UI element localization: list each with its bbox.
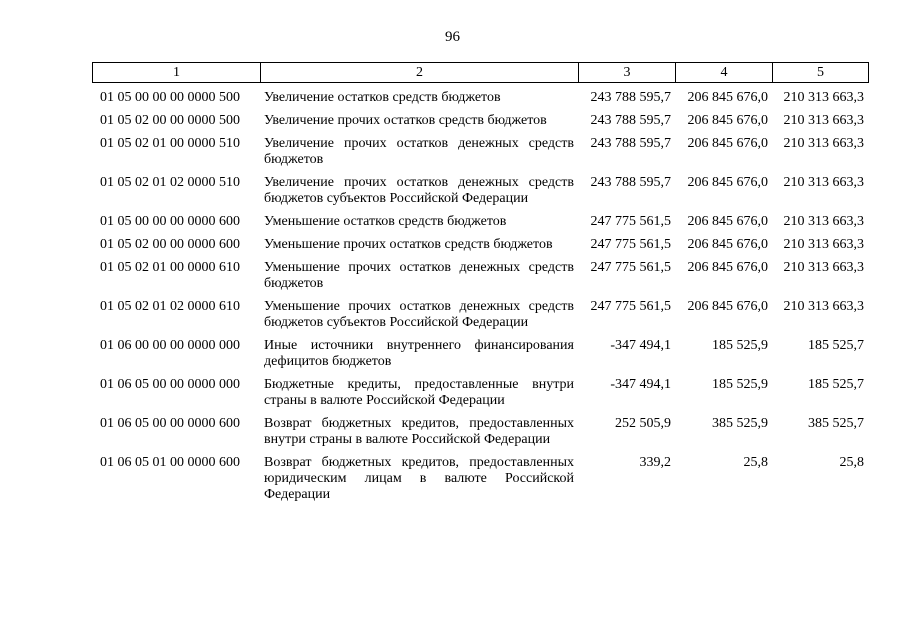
row-value-5: 210 313 663,3 [783, 214, 864, 229]
row-value-5: 210 313 663,3 [783, 237, 864, 252]
row-code: 01 05 02 01 02 0000 510 [100, 175, 240, 190]
row-value-3: 247 775 561,5 [590, 214, 671, 229]
row-value-4: 206 845 676,0 [687, 260, 768, 275]
table-row [92, 136, 868, 168]
table-row [92, 416, 868, 448]
row-value-3: 247 775 561,5 [590, 237, 671, 252]
table-row [92, 214, 868, 230]
row-value-4: 206 845 676,0 [687, 237, 768, 252]
row-code: 01 05 02 01 00 0000 610 [100, 260, 240, 275]
row-value-5: 185 525,7 [808, 377, 864, 392]
table-row [92, 338, 868, 370]
row-name: Уменьшение прочих остатков средств бюджетов [264, 237, 553, 252]
row-value-5: 210 313 663,3 [783, 136, 864, 151]
row-name: Увеличение прочих остатков средств бюджетов [264, 113, 547, 128]
table-row [92, 237, 868, 253]
row-value-5: 210 313 663,3 [783, 260, 864, 275]
header-col-1: 1 [93, 63, 261, 83]
header-col-2: 2 [261, 63, 579, 83]
row-value-5: 185 525,7 [808, 338, 864, 353]
row-name: Возврат бюджетных кредитов, предоставленных внутри страны в валюте Российской Федерации [264, 416, 574, 447]
row-value-4: 206 845 676,0 [687, 299, 768, 314]
table-row [92, 175, 868, 207]
row-name: Возврат бюджетных кредитов, предоставленных юридическим лицам в валюте Российской Федерации [264, 455, 574, 502]
budget-sources-table [92, 90, 868, 510]
row-value-4: 185 525,9 [712, 338, 768, 353]
row-value-5: 210 313 663,3 [783, 113, 864, 128]
row-name: Увеличение прочих остатков денежных средств бюджетов [264, 136, 574, 167]
row-value-4: 206 845 676,0 [687, 175, 768, 190]
table-row [92, 90, 868, 106]
row-name: Иные источники внутреннего финансирования дефицитов бюджетов [264, 338, 574, 369]
row-code: 01 06 05 00 00 0000 000 [100, 377, 240, 392]
table-row [92, 113, 868, 129]
row-value-3: 243 788 595,7 [590, 90, 671, 105]
row-value-3: 252 505,9 [615, 416, 671, 431]
row-value-4: 206 845 676,0 [687, 113, 768, 128]
row-code: 01 05 02 00 00 0000 500 [100, 113, 240, 128]
row-value-3: 247 775 561,5 [590, 299, 671, 314]
row-code: 01 06 05 00 00 0000 600 [100, 416, 240, 431]
row-code: 01 06 00 00 00 0000 000 [100, 338, 240, 353]
row-code: 01 05 02 01 00 0000 510 [100, 136, 240, 151]
header-row [93, 63, 869, 83]
column-number-header [92, 62, 869, 83]
row-value-4: 385 525,9 [712, 416, 768, 431]
row-value-5: 210 313 663,3 [783, 299, 864, 314]
row-name: Уменьшение прочих остатков денежных средств бюджетов [264, 260, 574, 291]
row-name: Уменьшение прочих остатков денежных средств бюджетов субъектов Российской Федерации [264, 299, 574, 330]
row-value-3: 243 788 595,7 [590, 113, 671, 128]
header-col-4: 4 [676, 63, 773, 83]
row-value-3: 243 788 595,7 [590, 136, 671, 151]
row-value-3: 247 775 561,5 [590, 260, 671, 275]
row-name: Бюджетные кредиты, предоставленные внутри страны в валюте Российской Федерации [264, 377, 574, 408]
row-value-3: -347 494,1 [610, 338, 671, 353]
row-value-4: 206 845 676,0 [687, 90, 768, 105]
row-value-4: 206 845 676,0 [687, 136, 768, 151]
row-code: 01 05 00 00 00 0000 500 [100, 90, 240, 105]
row-value-4: 185 525,9 [712, 377, 768, 392]
row-value-3: 339,2 [639, 455, 671, 470]
table-row [92, 260, 868, 292]
row-value-5: 25,8 [839, 455, 864, 470]
row-code: 01 05 02 01 02 0000 610 [100, 299, 240, 314]
table-row [92, 455, 868, 503]
row-name: Увеличение остатков средств бюджетов [264, 90, 501, 105]
row-value-4: 25,8 [743, 455, 768, 470]
row-value-3: -347 494,1 [610, 377, 671, 392]
row-code: 01 05 02 00 00 0000 600 [100, 237, 240, 252]
table-row [92, 377, 868, 409]
header-col-5: 5 [773, 63, 869, 83]
row-value-3: 243 788 595,7 [590, 175, 671, 190]
row-value-5: 385 525,7 [808, 416, 864, 431]
row-value-5: 210 313 663,3 [783, 90, 864, 105]
page-number: 96 [445, 29, 460, 45]
table-row [92, 299, 868, 331]
row-name: Увеличение прочих остатков денежных средств бюджетов субъектов Российской Федерации [264, 175, 574, 206]
row-code: 01 05 00 00 00 0000 600 [100, 214, 240, 229]
row-name: Уменьшение остатков средств бюджетов [264, 214, 507, 229]
row-value-5: 210 313 663,3 [783, 175, 864, 190]
row-value-4: 206 845 676,0 [687, 214, 768, 229]
header-col-3: 3 [579, 63, 676, 83]
row-code: 01 06 05 01 00 0000 600 [100, 455, 240, 470]
